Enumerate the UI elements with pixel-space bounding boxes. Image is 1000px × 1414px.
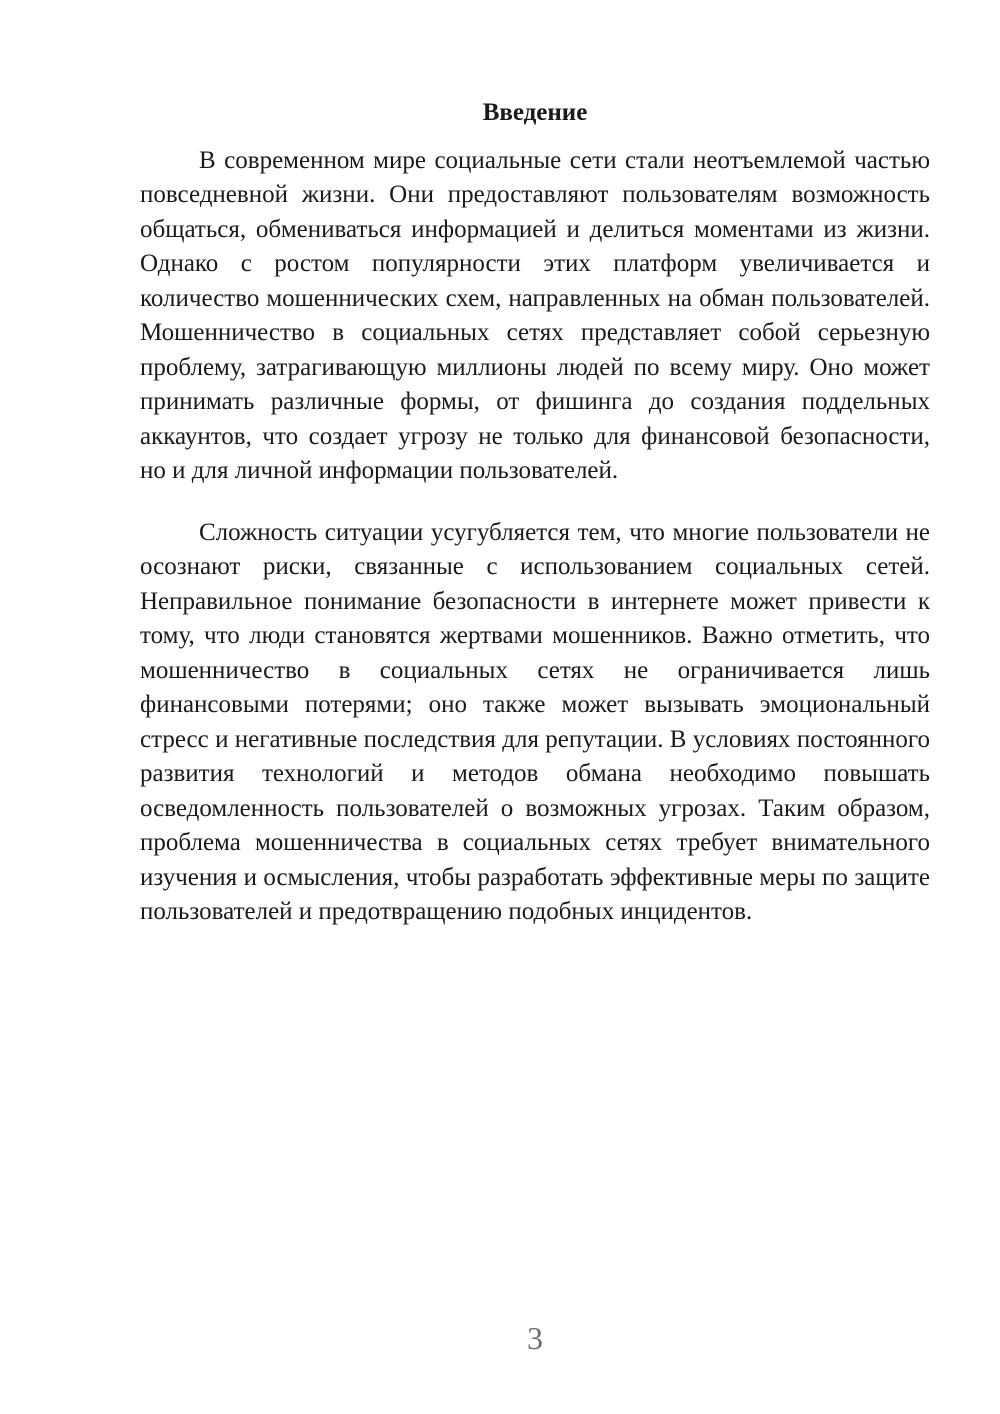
text-line: общаться, обмениваться информацией и делиться моментами из жизни. (140, 215, 930, 243)
text-line: Мошенничество в социальных сетях представляет собой серьезную (140, 319, 930, 346)
text-line: Сложность ситуации усугубляется тем, что многие пользователи не (199, 518, 930, 546)
text-line: изучения и осмысления, чтобы разработать эффективные меры по защите (140, 863, 930, 891)
document-body (140, 96, 930, 930)
text-line: повседневной жизни. Они предоставляют пользователям возможность (140, 181, 930, 208)
paragraph (140, 144, 930, 489)
text-line: аккаунтов, что создает угрозу не только для финансовой безопасности, (140, 422, 930, 450)
text-line: проблему, затрагивающую миллионы людей по всему миру. Оно может (140, 353, 930, 381)
text-line: пользователей и предотвращению подобных инцидентов. (140, 898, 753, 925)
text-line: финансовыми потерями; оно также может вызывать эмоциональный (140, 691, 930, 718)
page-number: 3 (527, 1320, 543, 1356)
text-line: осведомленность пользователей о возможных угрозах. Таким образом, (140, 794, 930, 822)
section-title: Введение (482, 99, 588, 126)
paragraph (140, 516, 930, 930)
text-line: количество мошеннических схем, направленных на обман пользователей. (140, 284, 930, 312)
text-line: принимать различные формы, от фишинга до создания поддельных (140, 388, 930, 415)
text-line: Неправильное понимание безопасности в интернете может привести к (140, 587, 930, 615)
text-line: но и для личной информации пользователей. (140, 457, 619, 484)
text-line: мошенничество в социальных сетях не ограничивается лишь (140, 656, 930, 684)
text-line: проблема мошенничества в социальных сетях требует внимательного (140, 829, 930, 856)
text-line: стресс и негативные последствия для репутации. В условиях постоянного (140, 725, 930, 753)
text-line: В современном мире социальные сети стали неотъемлемой частью (199, 146, 930, 174)
text-line: Однако с ростом популярности этих платформ увеличивается и (140, 250, 930, 277)
text-line: развития технологий и методов обмана необходимо повышать (140, 760, 930, 787)
text-line: тому, что люди становятся жертвами мошенников. Важно отметить, что (140, 622, 930, 649)
text-line: осознают риски, связанные с использованием социальных сетей. (140, 553, 930, 580)
